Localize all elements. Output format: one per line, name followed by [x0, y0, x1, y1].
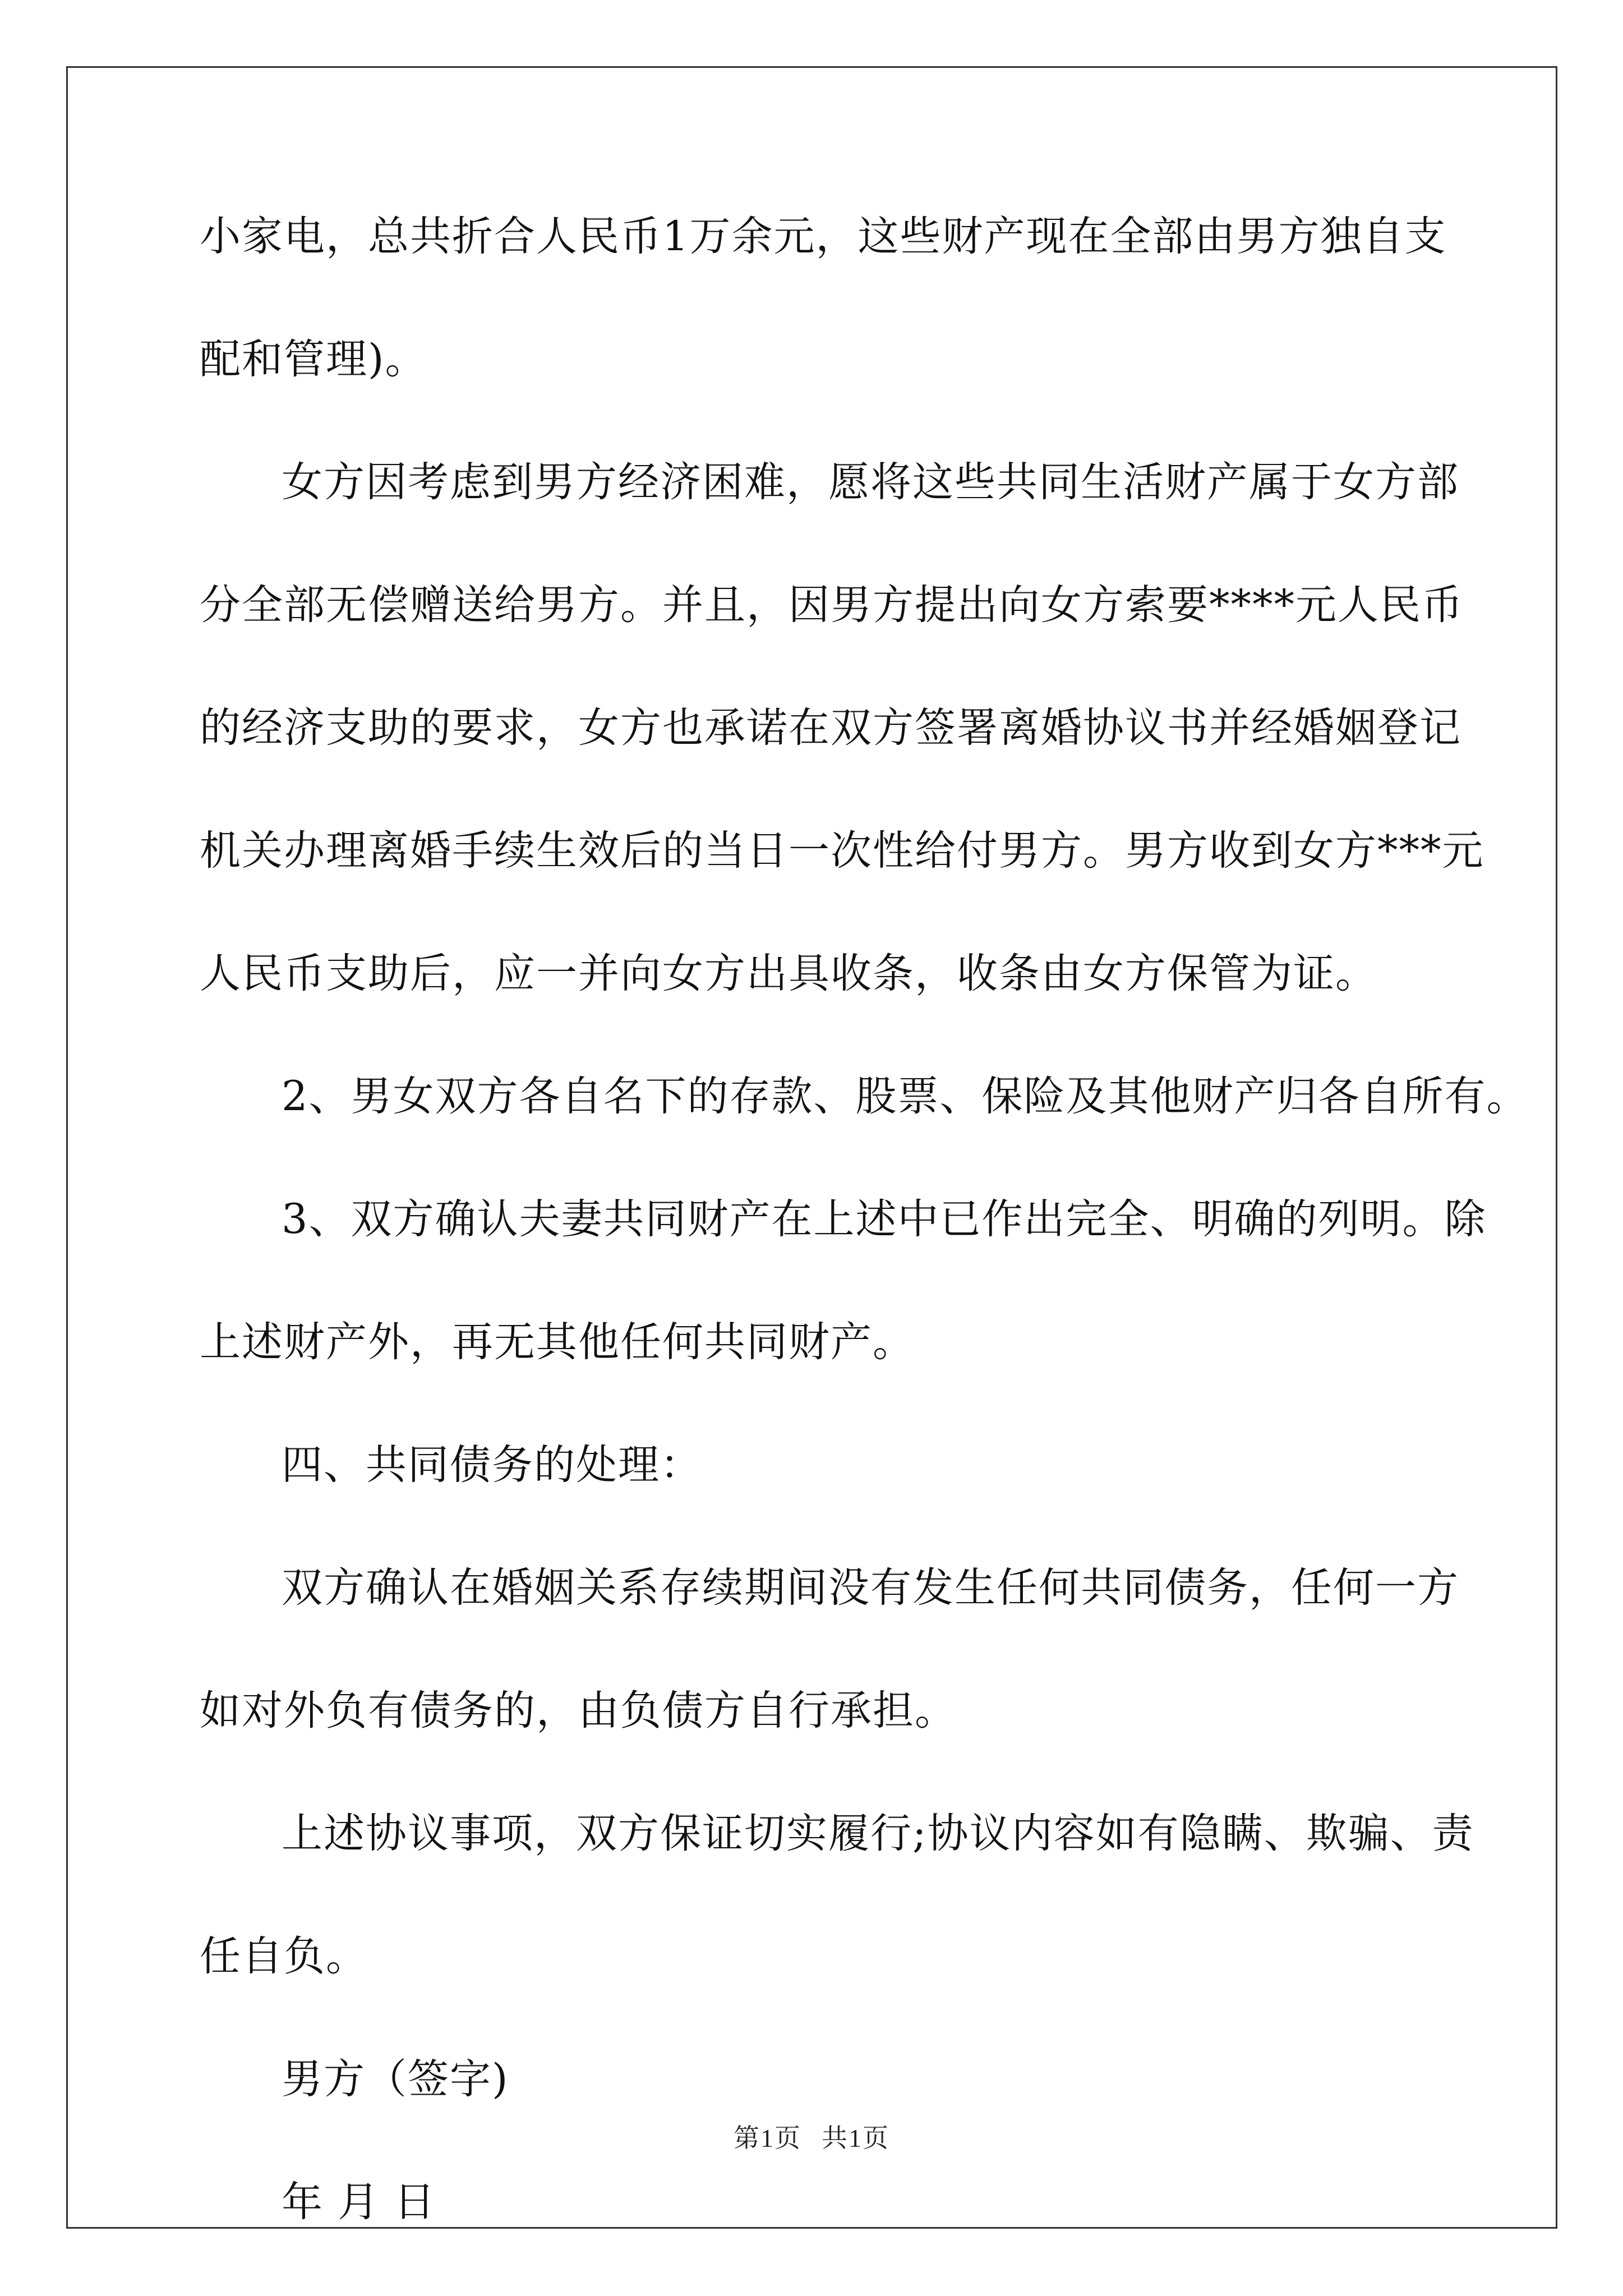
text-line: 任自负。	[200, 1932, 368, 1981]
page-border	[66, 66, 1557, 2229]
text-line: 人民币支助后，应一并向女方出具收条，收条由女方保管为证。	[200, 950, 1377, 998]
text-line: 的经济支助的要求，女方也承诺在双方签署离婚协议书并经婚姻登记	[200, 704, 1461, 752]
text-line: 2、男女双方各自名下的存款、股票、保险及其他财产归各自所有。	[282, 1073, 1529, 1121]
text-line: 小家电，总共折合人民币1万余元，这些财产现在全部由男方独自支	[200, 213, 1447, 260]
text-line: 双方确认在婚姻关系存续期间没有发生任何共同债务，任何一方	[282, 1564, 1459, 1612]
page-footer	[0, 2118, 1623, 2155]
text-line: 上述协议事项，双方保证切实履行;协议内容如有隐瞒、欺骗、责	[282, 1810, 1474, 1858]
text-line: 年 月 日	[282, 2178, 436, 2226]
text-line: 配和管理)。	[200, 335, 427, 384]
text-line: 四、共同债务的处理：	[282, 1441, 702, 1489]
text-line: 3、双方确认夫妻共同财产在上述中已作出完全、明确的列明。除	[282, 1195, 1487, 1244]
text-line: 上述财产外，再无其他任何共同财产。	[200, 1318, 915, 1366]
text-line: 分全部无偿赠送给男方。并且，因男方提出向女方索要****元人民币	[200, 581, 1464, 629]
page-number: 第1页	[734, 2124, 801, 2152]
text-line: 男方（签字)	[282, 2055, 509, 2104]
text-line: 如对外负有债务的，由负债方自行承担。	[200, 1687, 957, 1735]
text-line: 机关办理离婚手续生效后的当日一次性给付男方。男方收到女方***元	[200, 827, 1484, 875]
text-line: 女方因考虑到男方经济困难，愿将这些共同生活财产属于女方部	[282, 458, 1459, 507]
page-total: 共1页	[822, 2124, 889, 2152]
